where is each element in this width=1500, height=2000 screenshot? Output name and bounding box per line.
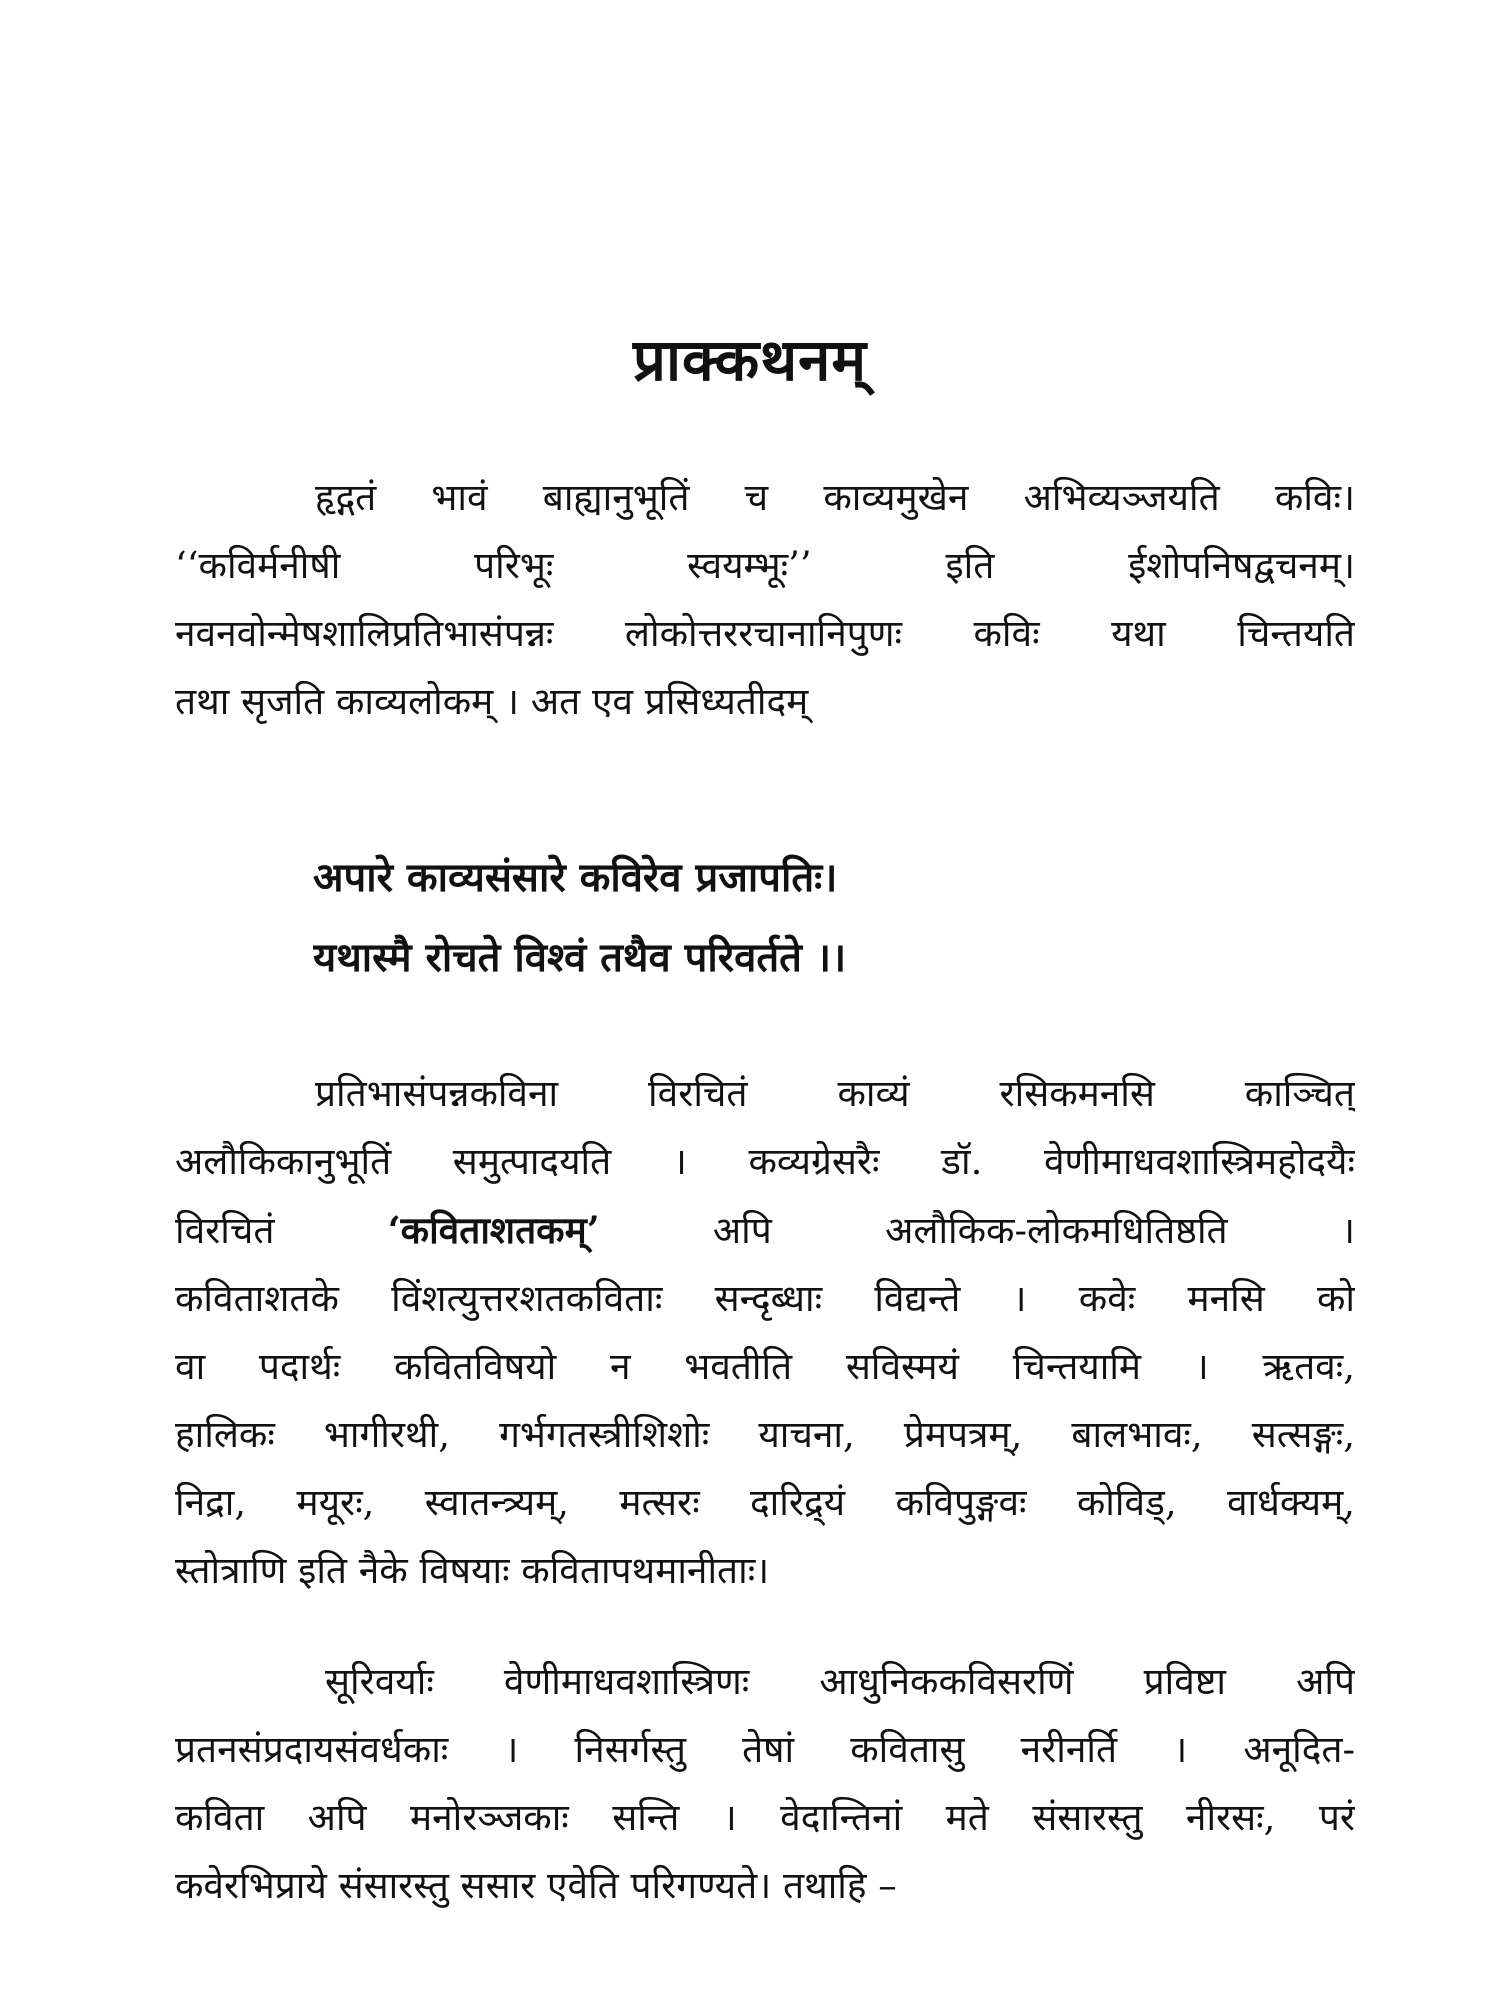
book-title: ‘कविताशतकम्’ <box>387 1208 600 1252</box>
verse-line: अपारे काव्यसंसारे कविरेव प्रजापतिः। <box>313 854 838 901</box>
verse-line: यथास्मै रोचते विश्वं तथैव परिवर्तते ।। <box>313 934 847 981</box>
paragraph-line: कविताशतके विंशत्युत्तरशतकविताः सन्दृब्धाः विद्यन्ते । कवेः मनसि को <box>175 1277 1355 1320</box>
paragraph-line <box>175 1196 1355 1265</box>
verse-block <box>313 838 1213 998</box>
paragraph-line: प्रतिभासंपन्नकविना विरचितं काव्यं रसिकमनसि काञ्चित् <box>315 1072 1355 1115</box>
paragraph-line: तथा सृजति काव्यलोकम् । अत एव प्रसिध्यतीदम् <box>175 680 809 723</box>
paragraph-style <box>175 1648 1355 1920</box>
paragraph-line: ‘‘कविर्मनीषी परिभूः स्वयम्भूः’’ इति ईशोपनिषद्वचनम्। <box>175 544 1355 587</box>
paragraph-line: सूरिवर्याः वेणीमाधवशास्त्रिणः आधुनिककविसरणिं प्रविष्टा अपि <box>325 1660 1355 1703</box>
paragraph-line: कविता अपि मनोरञ्जकाः सन्ति । वेदान्तिनां मते संसारस्तु नीरसः, परं <box>175 1796 1355 1839</box>
paragraph-line: स्तोत्राणि इति नैके विषयाः कवितापथमानीताः। <box>175 1549 770 1592</box>
paragraph-line: कवेरभिप्राये संसारस्तु ससार एवेति परिगण्यते। तथाहि – <box>175 1864 897 1907</box>
line-text: अपि अलौकिक-लोकमधितिष्ठति । <box>599 1209 1355 1252</box>
paragraph-kavitashatakam <box>175 1060 1355 1605</box>
line-text: विरचितं <box>175 1209 388 1252</box>
paragraph-line: नवनवोन्मेषशालिप्रतिभासंपन्नः लोकोत्तररचानानिपुणः कविः यथा चिन्तयति <box>175 612 1355 655</box>
paragraph-line: निद्रा, मयूरः, स्वातन्त्र्यम्, मत्सरः दारिद्र्यं कविपुङ्गवः कोविड्, वार्धक्यम्, <box>175 1481 1355 1524</box>
paragraph-line: वा पदार्थः कवितविषयो न भवतीति सविस्मयं चिन्तयामि । ऋतवः, <box>175 1345 1355 1388</box>
paragraph-intro <box>175 464 1355 736</box>
paragraph-line: हृद्गतं भावं बाह्यानुभूतिं च काव्यमुखेन अभिव्यञ्जयति कविः। <box>315 476 1355 519</box>
page-title: प्राक्कथनम् <box>632 326 868 394</box>
paragraph-line: अलौकिकानुभूतिं समुत्पादयति । कव्यग्रेसरैः डॉ. वेणीमाधवशास्त्रिमहोदयैः <box>175 1140 1355 1183</box>
paragraph-line: हालिकः भागीरथी, गर्भगतस्त्रीशिशोः याचना, प्रेमपत्रम्, बालभावः, सत्सङ्गः, <box>175 1413 1355 1456</box>
paragraph-line: प्रतनसंप्रदायसंवर्धकाः । निसर्गस्तु तेषां कवितासु नरीनर्ति । अनूदित- <box>175 1728 1355 1771</box>
